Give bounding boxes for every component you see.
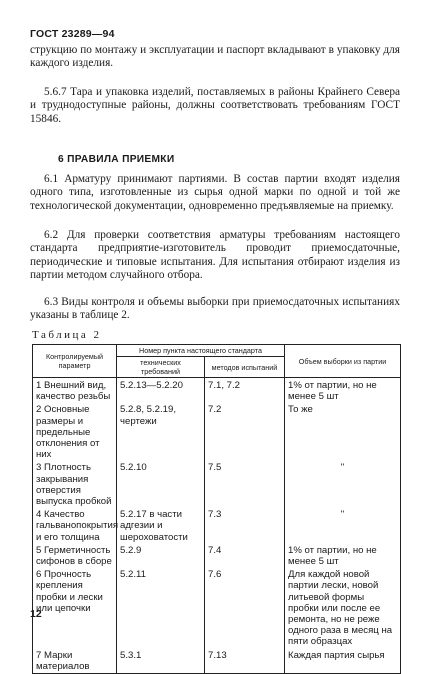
cell-volume: " [285, 508, 401, 544]
table-row [33, 461, 401, 508]
cell-methods: 7.4 [205, 544, 285, 568]
cell-param: 4 Качество гальванопокрытия и его толщина [33, 508, 117, 544]
header-tech-requirements: технических требований [117, 357, 205, 378]
paragraph-6-2: 6.2 Для проверки соответствия арматуры требованиям настоящего стандарта предприятие-изготовитель проводит приемосдаточные, периодические и типовые испытания. Для испытания отбирают изделия из партии методом случайного отбора. [30, 229, 400, 282]
table-row [33, 508, 401, 544]
cell-methods: 7.6 [205, 568, 285, 648]
cell-volume: 1% от партии, но не менее 5 шт [285, 544, 401, 568]
cell-tech: 5.2.8, 5.2.19, чертежи [117, 403, 205, 461]
table-row [33, 568, 401, 648]
cell-methods: 7.5 [205, 461, 285, 508]
cell-param: 1 Внешний вид, качество резьбы [33, 378, 117, 404]
cell-param: 7 Марки материалов [33, 649, 117, 674]
section-title: 6 ПРАВИЛА ПРИЕМКИ [58, 154, 175, 165]
cell-param: 5 Герметичность сифонов в сборе [33, 544, 117, 568]
header-param: Контролируемый параметр [33, 345, 117, 378]
table-row [33, 544, 401, 568]
cell-tech: 5.2.17 в части адгезии и шероховатости [117, 508, 205, 544]
cell-tech: 5.2.9 [117, 544, 205, 568]
paragraph-5-6-7: 5.6.7 Тара и упаковка изделий, поставляемых в районы Крайнего Севера и труднодоступные районы, должны соответствовать требованиям ГОСТ 15846. [30, 86, 400, 125]
cell-param: 3 Плотность закрывания отверстия выпуска пробкой [33, 461, 117, 508]
cell-param: 6 Прочность крепления пробки и лески или цепочки [33, 568, 117, 648]
cell-tech: 5.2.11 [117, 568, 205, 648]
cell-volume: Для каждой новой партии лески, новой литьевой формы пробки или после ее ремонта, но не реже одного раза в месяц на пяти образцах [285, 568, 401, 648]
cell-param: 2 Основные размеры и предельные отклонения от них [33, 403, 117, 461]
cell-volume: 1% от партии, но не менее 5 шт [285, 378, 401, 404]
acceptance-table [32, 344, 401, 674]
table-row [33, 649, 401, 674]
paragraph-6-1: 6.1 Арматуру принимают партиями. В состав партии входят изделия одного типа, изготовленные из сырья одной марки по одной и той же технологической документации, одновременно предъявляемые на приемку. [30, 173, 400, 212]
header-test-methods: методов испытаний [205, 357, 285, 378]
cell-tech: 5.2.10 [117, 461, 205, 508]
table-caption: Таблица 2 [32, 329, 102, 341]
table-row [33, 378, 401, 404]
paragraph-continuation: струкцию по монтажу и эксплуатации и паспорт вкладывают в упаковку для каждого изделия. [30, 44, 400, 70]
cell-methods: 7.13 [205, 649, 285, 674]
cell-methods: 7.1, 7.2 [205, 378, 285, 404]
cell-volume: То же [285, 403, 401, 461]
cell-volume: Каждая партия сырья [285, 649, 401, 674]
cell-methods: 7.2 [205, 403, 285, 461]
cell-volume: " [285, 461, 401, 508]
paragraph-6-3: 6.3 Виды контроля и объемы выборки при приемосдаточных испытаниях указаны в таблице 2. [30, 296, 400, 322]
header-sample-volume: Объем выборки из партии [285, 345, 401, 378]
page-number: 12 [30, 608, 42, 620]
cell-tech: 5.3.1 [117, 649, 205, 674]
header-standard-clause: Номер пункта настоящего стандарта [117, 345, 285, 357]
cell-methods: 7.3 [205, 508, 285, 544]
document-header: ГОСТ 23289—94 [30, 28, 115, 40]
table-row [33, 403, 401, 461]
cell-tech: 5.2.13—5.2.20 [117, 378, 205, 404]
